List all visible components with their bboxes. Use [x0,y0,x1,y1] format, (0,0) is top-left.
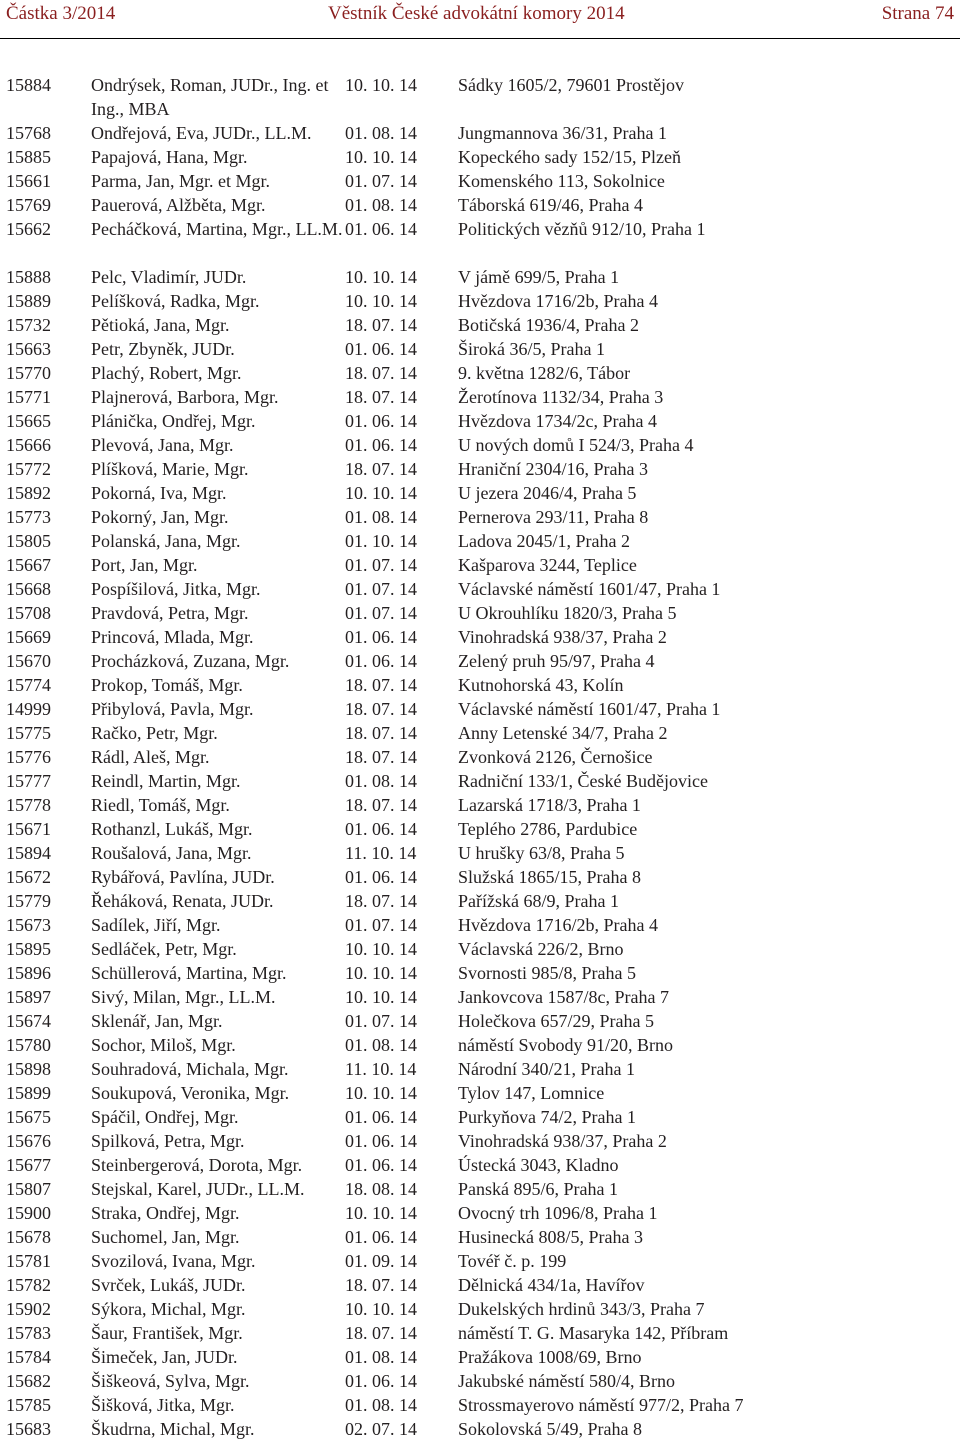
registration-number: 15885 [6,147,51,167]
office-address: Václavská 226/2, Brno [458,939,624,959]
register-row [6,1129,956,1153]
register-row [6,385,956,409]
register-row [6,625,956,649]
office-address: Komenského 113, Sokolnice [458,171,665,191]
entry-date: 01. 06. 14 [345,1371,417,1391]
registration-number: 15778 [6,795,51,815]
register-row [6,553,956,577]
office-address: Široká 36/5, Praha 1 [458,339,605,359]
register-row [6,1177,956,1201]
attorney-name: Ondřejová, Eva, JUDr., LL.M. [91,123,312,143]
register-list [6,73,956,1441]
registration-number: 15773 [6,507,51,527]
registration-number: 15896 [6,963,51,983]
registration-number: 15898 [6,1059,51,1079]
entry-date: 01. 08. 14 [345,507,417,527]
office-address: Tylov 147, Lomnice [458,1083,605,1103]
entry-date: 01. 07. 14 [345,1011,417,1031]
office-address: Hvězdova 1716/2b, Praha 4 [458,915,658,935]
entry-date: 01. 06. 14 [345,1155,417,1175]
office-address: Pernerova 293/11, Praha 8 [458,507,649,527]
attorney-name: Procházková, Zuzana, Mgr. [91,651,290,671]
registration-number: 15895 [6,939,51,959]
entry-date: 18. 07. 14 [345,747,417,767]
attorney-name: Port, Jan, Mgr. [91,555,198,575]
office-address: U jezera 2046/4, Praha 5 [458,483,637,503]
office-address: Zvonková 2126, Černošice [458,747,653,767]
register-row [6,601,956,625]
attorney-name: Polanská, Jana, Mgr. [91,531,241,551]
register-row [6,865,956,889]
attorney-name: Sochor, Miloš, Mgr. [91,1035,236,1055]
office-address: Sádky 1605/2, 79601 Prostějov [458,75,685,95]
registration-number: 15784 [6,1347,51,1367]
attorney-name: Steinbergerová, Dorota, Mgr. [91,1155,303,1175]
registration-number: 15675 [6,1107,51,1127]
entry-date: 01. 07. 14 [345,555,417,575]
registration-number: 15668 [6,579,51,599]
office-address: Václavské náměstí 1601/47, Praha 1 [458,699,721,719]
entry-date: 01. 06. 14 [345,219,417,239]
register-row [6,937,956,961]
entry-date: 18. 07. 14 [345,459,417,479]
office-address: Purkyňova 74/2, Praha 1 [458,1107,636,1127]
registration-number: 15662 [6,219,51,239]
registration-number: 15892 [6,483,51,503]
attorney-name: Rothanzl, Lukáš, Mgr. [91,819,253,839]
registration-number: 15779 [6,891,51,911]
registration-number: 15666 [6,435,51,455]
entry-date: 10. 10. 14 [345,291,417,311]
attorney-name: Rybářová, Pavlína, JUDr. [91,867,275,887]
registration-number: 15768 [6,123,51,143]
entry-date: 18. 07. 14 [345,315,417,335]
attorney-name: Pokorná, Iva, Mgr. [91,483,227,503]
attorney-name: Spáčil, Ondřej, Mgr. [91,1107,239,1127]
registration-number: 15900 [6,1203,51,1223]
office-address: Ladova 2045/1, Praha 2 [458,531,630,551]
attorney-name: Sadílek, Jiří, Mgr. [91,915,221,935]
entry-date: 18. 08. 14 [345,1179,417,1199]
registration-number: 15780 [6,1035,51,1055]
attorney-name: Prokop, Tomáš, Mgr. [91,675,243,695]
registration-number: 15670 [6,651,51,671]
attorney-name: Sivý, Milan, Mgr., LL.M. [91,987,276,1007]
register-row [6,1225,956,1249]
register-row [6,1345,956,1369]
office-address: náměstí T. G. Masaryka 142, Příbram [458,1323,729,1343]
register-row [6,457,956,481]
office-address: Panská 895/6, Praha 1 [458,1179,618,1199]
register-row [6,1081,956,1105]
attorney-name: Plachý, Robert, Mgr. [91,363,242,383]
registration-number: 15669 [6,627,51,647]
attorney-name: Pelíšková, Radka, Mgr. [91,291,260,311]
registration-number: 15732 [6,315,51,335]
office-address: Lazarská 1718/3, Praha 1 [458,795,641,815]
office-address: Pařížská 68/9, Praha 1 [458,891,619,911]
entry-date: 01. 08. 14 [345,771,417,791]
office-address: Táborská 619/46, Praha 4 [458,195,643,215]
entry-date: 18. 07. 14 [345,699,417,719]
entry-date: 11. 10. 14 [345,1059,417,1079]
registration-number: 15678 [6,1227,51,1247]
entry-date: 18. 07. 14 [345,891,417,911]
registration-number: 15677 [6,1155,51,1175]
entry-date: 01. 06. 14 [345,1107,417,1127]
attorney-name: Plevová, Jana, Mgr. [91,435,234,455]
entry-date: 01. 06. 14 [345,1131,417,1151]
office-address: Teplého 2786, Pardubice [458,819,638,839]
registration-number: 15884 [6,75,51,95]
office-address: Dělnická 434/1a, Havířov [458,1275,645,1295]
register-row [6,769,956,793]
registration-number: 15663 [6,339,51,359]
register-row [6,889,956,913]
register-row [6,745,956,769]
attorney-name: Plíšková, Marie, Mgr. [91,459,249,479]
office-address: Ústecká 3043, Kladno [458,1155,619,1175]
registration-number: 15673 [6,915,51,935]
registration-number: 15665 [6,411,51,431]
entry-date: 01. 06. 14 [345,819,417,839]
attorney-name: Parma, Jan, Mgr. et Mgr. [91,171,270,191]
register-row [6,817,956,841]
office-address: Hvězdova 1716/2b, Praha 4 [458,291,658,311]
attorney-name: Reindl, Martin, Mgr. [91,771,241,791]
registration-number: 15888 [6,267,51,287]
entry-date: 18. 07. 14 [345,387,417,407]
attorney-name: Pokorný, Jan, Mgr. [91,507,229,527]
registration-number: 15682 [6,1371,51,1391]
register-row [6,673,956,697]
office-address: Radniční 133/1, České Budějovice [458,771,708,791]
entry-date: 10. 10. 14 [345,1083,417,1103]
register-row [6,985,956,1009]
register-row [6,433,956,457]
register-row [6,265,956,289]
office-address: Husinecká 808/5, Praha 3 [458,1227,643,1247]
entry-date: 10. 10. 14 [345,147,417,167]
register-row [6,1009,956,1033]
office-address: U hrušky 63/8, Praha 5 [458,843,625,863]
entry-date: 10. 10. 14 [345,1299,417,1319]
office-address: Tovéř č. p. 199 [458,1251,567,1271]
attorney-name: Pelc, Vladimír, JUDr. [91,267,247,287]
entry-date: 18. 07. 14 [345,795,417,815]
entry-date: 11. 10. 14 [345,843,417,863]
registration-number: 15782 [6,1275,51,1295]
register-row [6,961,956,985]
office-address: náměstí Svobody 91/20, Brno [458,1035,673,1055]
office-address: Ovocný trh 1096/8, Praha 1 [458,1203,658,1223]
entry-date: 01. 07. 14 [345,171,417,191]
office-address: Národní 340/21, Praha 1 [458,1059,635,1079]
attorney-name: Sklenář, Jan, Mgr. [91,1011,223,1031]
attorney-name: Soukupová, Veronika, Mgr. [91,1083,290,1103]
entry-date: 01. 06. 14 [345,411,417,431]
attorney-name: Spilková, Petra, Mgr. [91,1131,245,1151]
registration-number: 15770 [6,363,51,383]
attorney-name: Pravdová, Petra, Mgr. [91,603,249,623]
attorney-name: Svozilová, Ivana, Mgr. [91,1251,256,1271]
entry-date: 01. 08. 14 [345,123,417,143]
attorney-name: Rádl, Aleš, Mgr. [91,747,210,767]
office-address: Sokolovská 5/49, Praha 8 [458,1419,642,1439]
attorney-name: Šaur, František, Mgr. [91,1323,243,1343]
register-row [6,505,956,529]
office-address: Jungmannova 36/31, Praha 1 [458,123,667,143]
attorney-name: Roušalová, Jana, Mgr. [91,843,252,863]
entry-date: 01. 06. 14 [345,339,417,359]
register-row [6,1393,956,1417]
register-row [6,361,956,385]
registration-number: 15769 [6,195,51,215]
registration-number: 15785 [6,1395,51,1415]
registration-number: 15661 [6,171,51,191]
attorney-name: Račko, Petr, Mgr. [91,723,218,743]
register-row [6,841,956,865]
attorney-name: Řeháková, Renata, JUDr. [91,891,274,911]
entry-date: 10. 10. 14 [345,987,417,1007]
entry-date: 01. 06. 14 [345,1227,417,1247]
entry-date: 01. 07. 14 [345,603,417,623]
registration-number: 15775 [6,723,51,743]
register-row [6,1321,956,1345]
office-address: Jankovcova 1587/8c, Praha 7 [458,987,669,1007]
registration-number: 15683 [6,1419,51,1439]
entry-date: 10. 10. 14 [345,1203,417,1223]
entry-date: 18. 07. 14 [345,675,417,695]
registration-number: 15776 [6,747,51,767]
register-row [6,289,956,313]
register-row [6,121,956,145]
entry-date: 01. 08. 14 [345,195,417,215]
entry-date: 01. 08. 14 [345,1347,417,1367]
register-row [6,73,956,121]
registration-number: 15894 [6,843,51,863]
attorney-name: Pauerová, Alžběta, Mgr. [91,195,266,215]
office-address: Hvězdova 1734/2c, Praha 4 [458,411,657,431]
attorney-name: Pecháčková, Martina, Mgr., LL.M. [91,219,343,239]
entry-date: 18. 07. 14 [345,1323,417,1343]
office-address: Vinohradská 938/37, Praha 2 [458,1131,667,1151]
attorney-name: Šišková, Jitka, Mgr. [91,1395,235,1415]
entry-date: 01. 07. 14 [345,579,417,599]
attorney-name: Straka, Ondřej, Mgr. [91,1203,240,1223]
header-divider [0,38,960,39]
attorney-name: Pětioká, Jana, Mgr. [91,315,230,335]
office-address: Botičská 1936/4, Praha 2 [458,315,639,335]
register-row [6,1057,956,1081]
attorney-name: Svrček, Lukáš, JUDr. [91,1275,246,1295]
registration-number: 15771 [6,387,51,407]
attorney-name: Schüllerová, Martina, Mgr. [91,963,287,983]
office-address: Kopeckého sady 152/15, Plzeň [458,147,681,167]
office-address: Strossmayerovo náměstí 977/2, Praha 7 [458,1395,744,1415]
entry-date: 10. 10. 14 [345,483,417,503]
entry-date: 01. 08. 14 [345,1035,417,1055]
register-row [6,529,956,553]
registration-number: 15781 [6,1251,51,1271]
register-row [6,1369,956,1393]
registration-number: 15772 [6,459,51,479]
office-address: Politických vězňů 912/10, Praha 1 [458,219,706,239]
office-address: Svornosti 985/8, Praha 5 [458,963,636,983]
office-address: Václavské náměstí 1601/47, Praha 1 [458,579,721,599]
entry-date: 18. 07. 14 [345,363,417,383]
office-address: Jakubské náměstí 580/4, Brno [458,1371,675,1391]
office-address: Zelený pruh 95/97, Praha 4 [458,651,655,671]
office-address: Pražákova 1008/69, Brno [458,1347,642,1367]
registration-number: 15676 [6,1131,51,1151]
attorney-name: Souhradová, Michala, Mgr. [91,1059,289,1079]
issue-label: Částka 3/2014 [6,3,116,24]
entry-date: 02. 07. 14 [345,1419,417,1439]
attorney-name: Ondrýsek, Roman, JUDr., Ing. et Ing., MBA [91,75,329,119]
entry-date: 01. 06. 14 [345,627,417,647]
attorney-name: Plánička, Ondřej, Mgr. [91,411,256,431]
entry-date: 01. 06. 14 [345,867,417,887]
registration-number: 15805 [6,531,51,551]
attorney-name: Šiškeová, Sylva, Mgr. [91,1371,250,1391]
office-address: U Okrouhlíku 1820/3, Praha 5 [458,603,677,623]
entry-date: 01. 10. 14 [345,531,417,551]
registration-number: 15671 [6,819,51,839]
register-row [6,721,956,745]
attorney-name: Šimeček, Jan, JUDr. [91,1347,238,1367]
register-row [6,1033,956,1057]
attorney-name: Suchomel, Jan, Mgr. [91,1227,240,1247]
attorney-name: Přibylová, Pavla, Mgr. [91,699,254,719]
page-number: Strana 74 [881,3,954,24]
office-address: Hraniční 2304/16, Praha 3 [458,459,648,479]
registration-number: 15889 [6,291,51,311]
register-row [6,169,956,193]
office-address: Vinohradská 938/37, Praha 2 [458,627,667,647]
office-address: Žerotínova 1132/34, Praha 3 [458,387,664,407]
registration-number: 14999 [6,699,51,719]
register-row [6,697,956,721]
office-address: Holečkova 657/29, Praha 5 [458,1011,654,1031]
register-row [6,1417,956,1441]
registration-number: 15667 [6,555,51,575]
attorney-name: Sedláček, Petr, Mgr. [91,939,237,959]
register-row [6,1273,956,1297]
attorney-name: Plajnerová, Barbora, Mgr. [91,387,279,407]
entry-date: 18. 07. 14 [345,723,417,743]
register-row [6,193,956,217]
registration-number: 15674 [6,1011,51,1031]
register-row [6,1105,956,1129]
register-row [6,217,956,265]
register-row [6,409,956,433]
registration-number: 15897 [6,987,51,1007]
journal-title: Věstník České advokátní komory 2014 [328,3,625,24]
registration-number: 15902 [6,1299,51,1319]
register-row [6,145,956,169]
entry-date: 10. 10. 14 [345,75,417,95]
office-address: Služská 1865/15, Praha 8 [458,867,641,887]
office-address: 9. května 1282/6, Tábor [458,363,631,383]
attorney-name: Riedl, Tomáš, Mgr. [91,795,230,815]
attorney-name: Princová, Mlada, Mgr. [91,627,254,647]
entry-date: 01. 07. 14 [345,915,417,935]
register-row [6,1297,956,1321]
register-row [6,481,956,505]
entry-date: 10. 10. 14 [345,267,417,287]
registration-number: 15899 [6,1083,51,1103]
office-address: Dukelských hrdinů 343/3, Praha 7 [458,1299,705,1319]
attorney-name: Stejskal, Karel, JUDr., LL.M. [91,1179,305,1199]
register-row [6,1153,956,1177]
attorney-name: Sýkora, Michal, Mgr. [91,1299,246,1319]
register-row [6,913,956,937]
office-address: U nových domů I 524/3, Praha 4 [458,435,694,455]
office-address: Kutnohorská 43, Kolín [458,675,624,695]
attorney-name: Petr, Zbyněk, JUDr. [91,339,235,359]
attorney-name: Papajová, Hana, Mgr. [91,147,248,167]
office-address: Anny Letenské 34/7, Praha 2 [458,723,668,743]
registration-number: 15708 [6,603,51,623]
entry-date: 01. 06. 14 [345,651,417,671]
registration-number: 15777 [6,771,51,791]
register-row [6,577,956,601]
register-row [6,1201,956,1225]
entry-date: 10. 10. 14 [345,939,417,959]
register-row [6,337,956,361]
registration-number: 15672 [6,867,51,887]
office-address: Kašparova 3244, Teplice [458,555,637,575]
register-row [6,313,956,337]
entry-date: 10. 10. 14 [345,963,417,983]
registration-number: 15783 [6,1323,51,1343]
registration-number: 15807 [6,1179,51,1199]
register-row [6,1249,956,1273]
registration-number: 15774 [6,675,51,695]
office-address: V jámě 699/5, Praha 1 [458,267,620,287]
entry-date: 01. 09. 14 [345,1251,417,1271]
entry-date: 01. 08. 14 [345,1395,417,1415]
page-header [6,3,954,29]
entry-date: 18. 07. 14 [345,1275,417,1295]
entry-date: 01. 06. 14 [345,435,417,455]
register-row [6,649,956,673]
register-row [6,793,956,817]
attorney-name: Pospíšilová, Jitka, Mgr. [91,579,261,599]
attorney-name: Škudrna, Michal, Mgr. [91,1419,255,1439]
